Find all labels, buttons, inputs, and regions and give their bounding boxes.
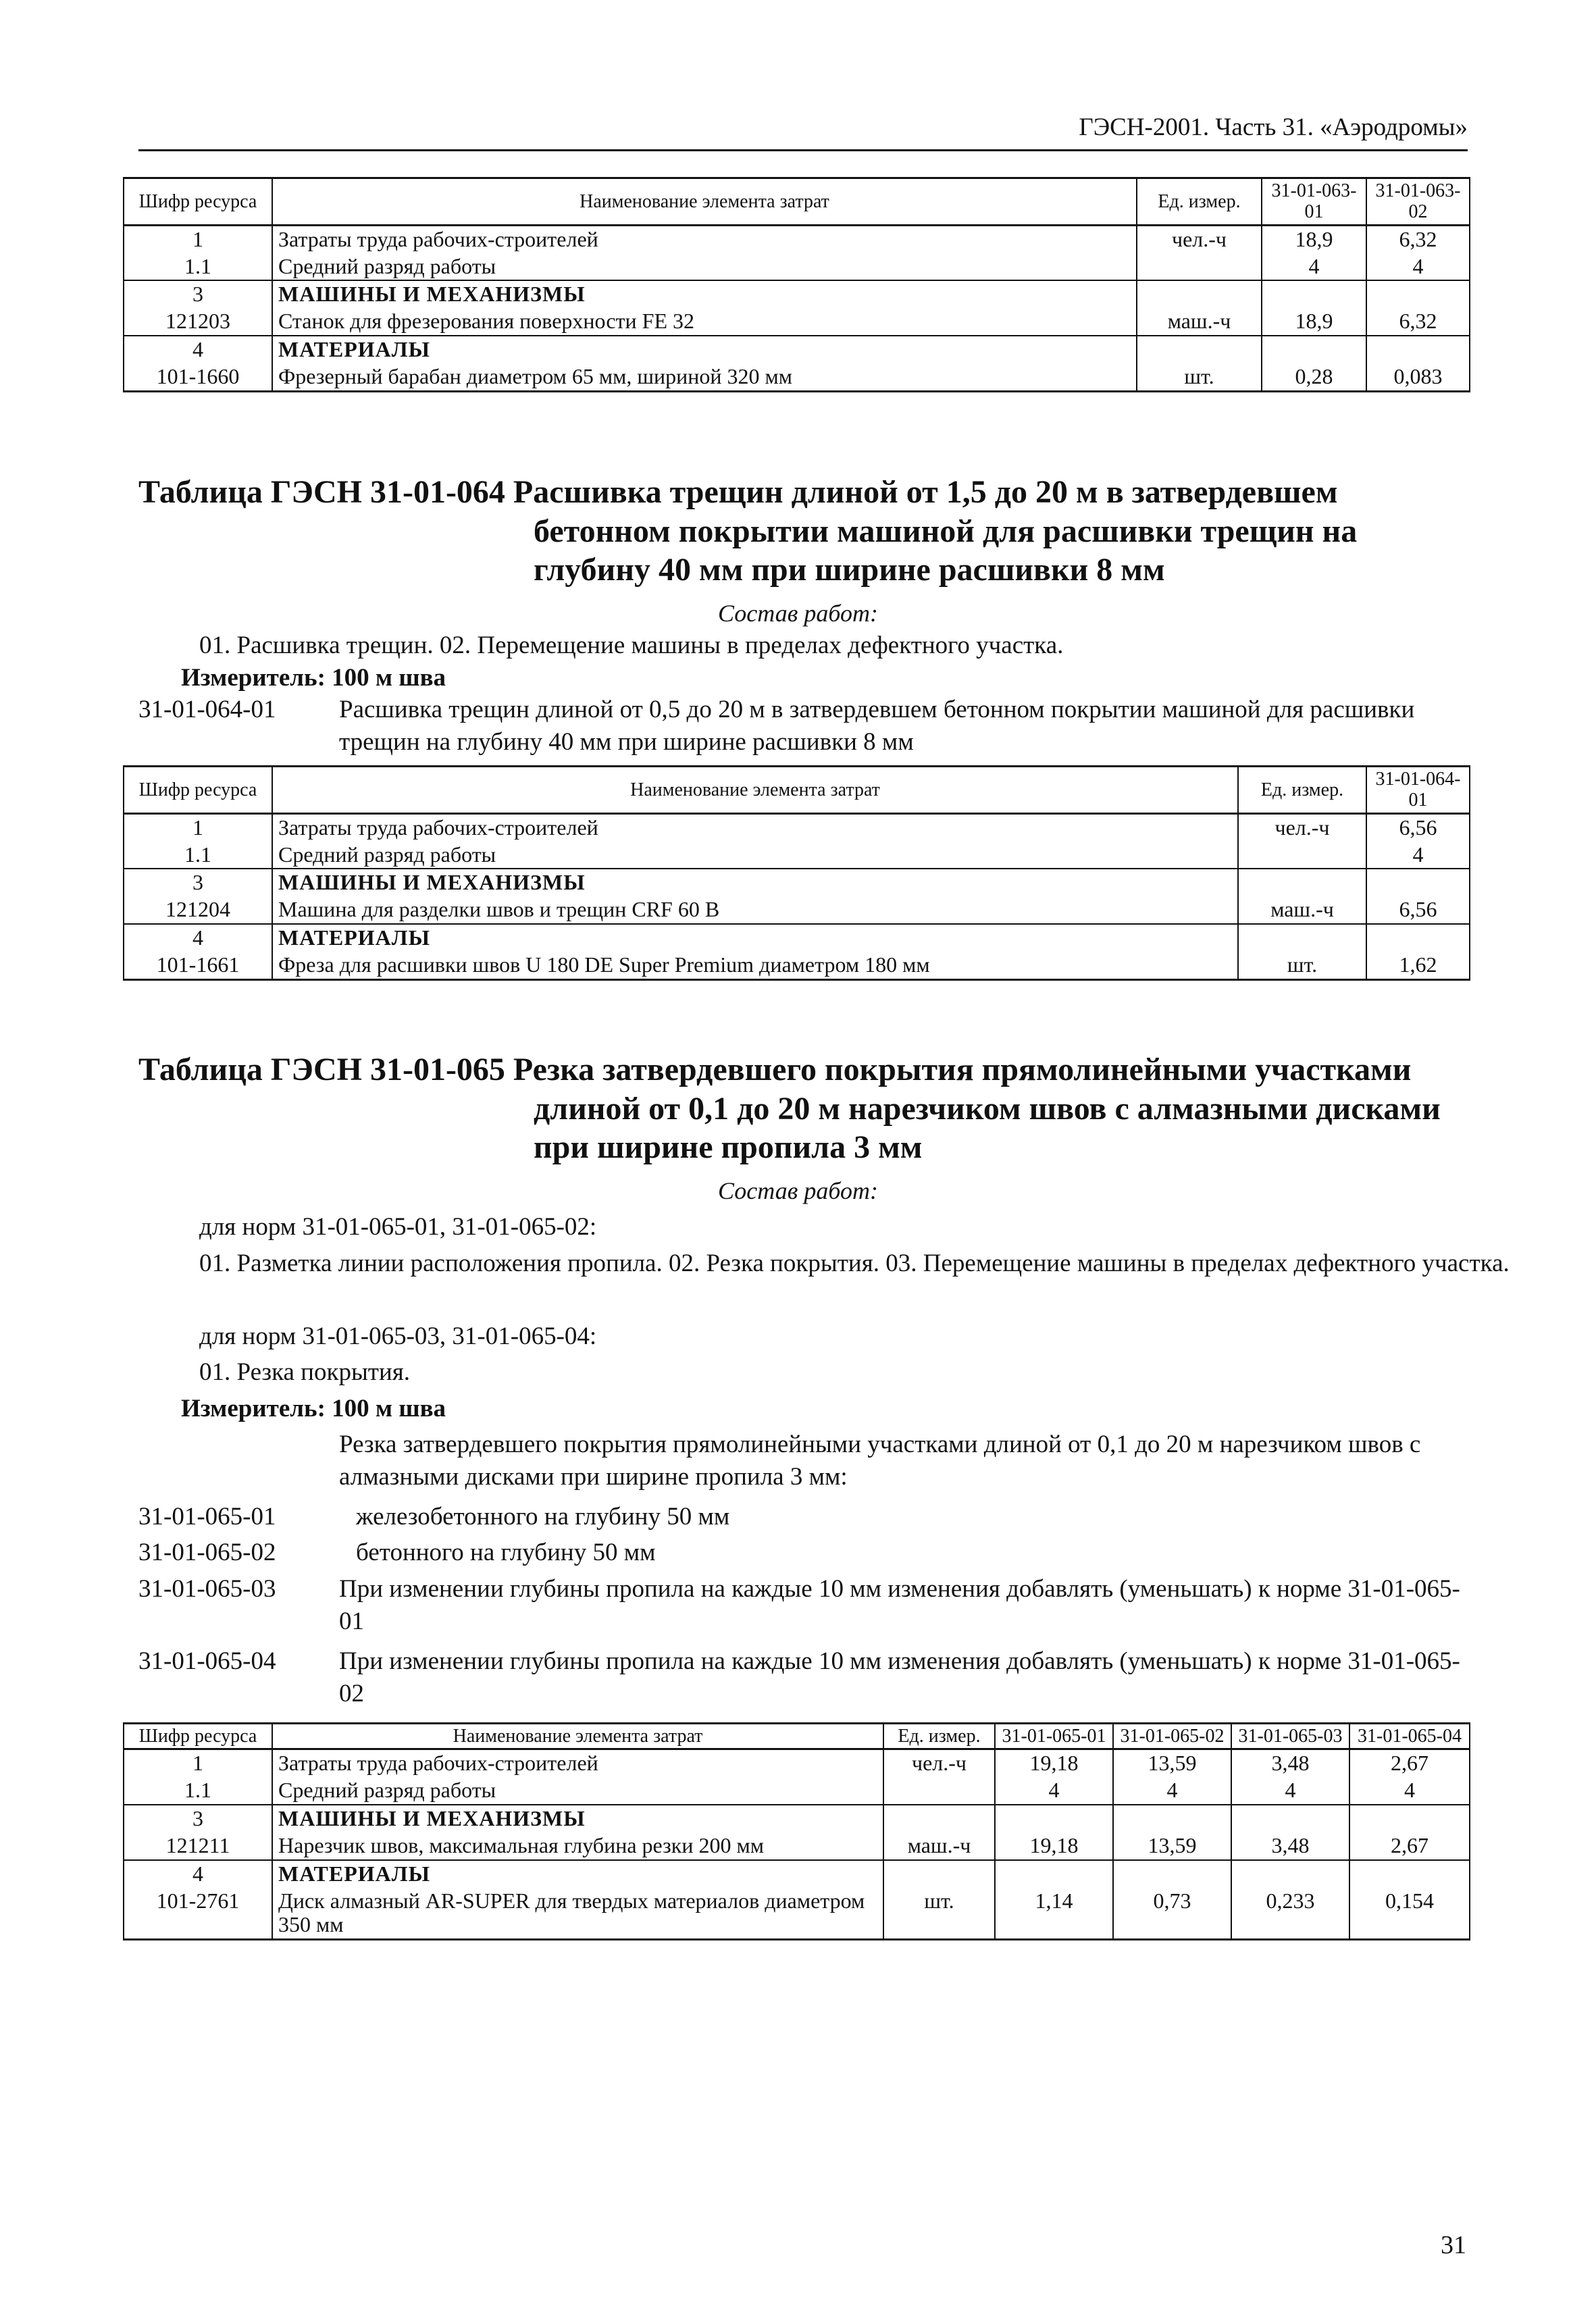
- col-header-name: Наименование элемента затрат: [272, 1724, 883, 1749]
- col-header-unit: Ед. измер.: [1137, 178, 1262, 226]
- col-header-norm: 31-01-065-04: [1349, 1724, 1470, 1749]
- col-header-norm: 31-01-065-02: [1113, 1724, 1231, 1749]
- row-name: Средний разряд работы: [272, 253, 1137, 281]
- row-value: 4: [995, 1777, 1113, 1805]
- row-unit: [1137, 253, 1262, 281]
- row-unit: чел.-ч: [883, 1749, 995, 1777]
- row-value: 3,48: [1231, 1832, 1349, 1860]
- row-value: 4: [1366, 253, 1470, 281]
- row-name: Машина для разделки швов и трещин CRF 60 B: [272, 896, 1238, 924]
- row-code: 101-2761: [124, 1888, 272, 1940]
- composition-label: Состав работ:: [718, 1177, 878, 1204]
- norm-code: 31-01-065-03: [138, 1575, 276, 1603]
- row-code: 101-1661: [124, 952, 272, 979]
- page-number: 31: [1441, 2231, 1466, 2259]
- row-code: 1: [124, 225, 272, 253]
- row-value: 4: [1113, 1777, 1231, 1805]
- row-name: Фрезерный барабан диаметром 65 мм, шириной 320 мм: [272, 363, 1137, 391]
- row-code: 1.1: [124, 842, 272, 869]
- table-row: [124, 253, 1470, 281]
- row-value: 0,233: [1231, 1888, 1349, 1940]
- row-value: [1262, 336, 1366, 363]
- title-line: бетонном покрытии машиной для расшивки трещин на: [534, 513, 1358, 549]
- row-unit: маш.-ч: [883, 1832, 995, 1860]
- composition-label: Состав работ:: [718, 600, 878, 627]
- row-value: 0,154: [1349, 1888, 1470, 1940]
- row-value: 6,32: [1366, 225, 1470, 253]
- col-header-norm: 31-01-064-01: [1366, 767, 1470, 814]
- meter: Измеритель: 100 м шва: [181, 1395, 446, 1422]
- row-value: [1113, 1860, 1231, 1888]
- row-section-title: МАТЕРИАЛЫ: [272, 1860, 883, 1888]
- row-value: 6,56: [1366, 813, 1470, 841]
- row-unit: [883, 1805, 995, 1832]
- meter: Измеритель: 100 м шва: [181, 664, 446, 692]
- col-header-name: Наименование элемента затрат: [272, 767, 1238, 814]
- row-unit: [1137, 280, 1262, 308]
- row-value: 19,18: [995, 1832, 1113, 1860]
- row-value: 0,28: [1262, 363, 1366, 391]
- norm-code: 31-01-065-04: [138, 1647, 276, 1675]
- row-code: 4: [124, 924, 272, 952]
- works-list: 01. Расшивка трещин. 02. Перемещение машины в пределах дефектного участка.: [199, 632, 1064, 659]
- row-value: 18,9: [1262, 225, 1366, 253]
- norm-text: Резка затвердевшего покрытия прямолинейными участками длиной от 0,1 до 20 м нарезчиком швов с алмазными дисками при ширине пропила 3 мм:: [339, 1431, 1421, 1491]
- col-header-unit: Ед. измер.: [883, 1724, 995, 1749]
- row-name: Диск алмазный AR-SUPER для твердых материалов диаметром 350 мм: [272, 1888, 883, 1940]
- norm-code: 31-01-065-01: [138, 1503, 276, 1531]
- row-value: 4: [1262, 253, 1366, 281]
- title-line: Таблица ГЭСН 31-01-065 Резка затвердевшего покрытия прямолинейными участками: [138, 1052, 1412, 1087]
- row-value: [1366, 869, 1470, 896]
- norm-text: железобетонного на глубину 50 мм: [356, 1503, 730, 1531]
- table-row: [124, 869, 1470, 896]
- row-value: [1231, 1805, 1349, 1832]
- row-value: 2,67: [1349, 1749, 1470, 1777]
- col-header-unit: Ед. измер.: [1238, 767, 1366, 814]
- row-value: 4: [1349, 1777, 1470, 1805]
- table-row: [124, 813, 1470, 841]
- row-value: 6,32: [1366, 308, 1470, 336]
- row-value: 0,083: [1366, 363, 1470, 391]
- table-row: [124, 924, 1470, 952]
- table-row: [124, 1805, 1470, 1832]
- row-name: Нарезчик швов, максимальная глубина резки 200 мм: [272, 1832, 883, 1860]
- row-code: 121211: [124, 1832, 272, 1860]
- row-value: 13,59: [1113, 1832, 1231, 1860]
- norm-code: 31-01-065-02: [138, 1539, 276, 1566]
- table-row: [124, 1860, 1470, 1888]
- row-section-title: МАШИНЫ И МЕХАНИЗМЫ: [272, 1805, 883, 1832]
- row-value: 19,18: [995, 1749, 1113, 1777]
- row-code: 3: [124, 869, 272, 896]
- col-header-norm: 31-01-065-03: [1231, 1724, 1349, 1749]
- row-value: [1349, 1805, 1470, 1832]
- row-code: 121204: [124, 896, 272, 924]
- col-header-norm: 31-01-063-01: [1262, 178, 1366, 226]
- page-header: [138, 111, 1468, 151]
- table-row: [124, 1749, 1470, 1777]
- row-name: Фреза для расшивки швов U 180 DE Super Premium диаметром 180 мм: [272, 952, 1238, 979]
- col-header-norm: 31-01-063-02: [1366, 178, 1470, 226]
- norms-scope: для норм 31-01-065-01, 31-01-065-02:: [199, 1213, 597, 1241]
- row-unit: маш.-ч: [1238, 896, 1366, 924]
- row-section-title: МАТЕРИАЛЫ: [272, 924, 1238, 952]
- col-header-code: Шифр ресурса: [124, 178, 272, 226]
- works-list: 01. Резка покрытия.: [199, 1358, 411, 1386]
- table-row: [124, 842, 1470, 869]
- row-unit: чел.-ч: [1238, 813, 1366, 841]
- title-line: глубину 40 мм при ширине расшивки 8 мм: [534, 552, 1165, 588]
- table-row: [124, 952, 1470, 979]
- row-name: Средний разряд работы: [272, 1777, 883, 1805]
- resource-table-063: [123, 177, 1470, 392]
- table-row: [124, 1777, 1470, 1805]
- norms-scope: для норм 31-01-065-03, 31-01-065-04:: [199, 1322, 597, 1350]
- table-title-065: [138, 1050, 1462, 1167]
- row-code: 3: [124, 280, 272, 308]
- table-row: [124, 336, 1470, 363]
- row-unit: [883, 1777, 995, 1805]
- page-header-title: ГЭСН-2001. Часть 31. «Аэродромы»: [1079, 113, 1468, 141]
- row-unit: [1238, 842, 1366, 869]
- row-value: [1366, 280, 1470, 308]
- row-unit: [883, 1860, 995, 1888]
- resource-table-065: [123, 1722, 1470, 1940]
- table-row: [124, 280, 1470, 308]
- row-name: Затраты труда рабочих-строителей: [272, 225, 1137, 253]
- norm-text: бетонного на глубину 50 мм: [356, 1539, 656, 1566]
- col-header-code: Шифр ресурса: [124, 767, 272, 814]
- title-line: Таблица ГЭСН 31-01-064 Расшивка трещин длиной от 1,5 до 20 м в затвердевшем: [138, 474, 1338, 510]
- row-unit: шт.: [1137, 363, 1262, 391]
- row-value: 0,73: [1113, 1888, 1231, 1940]
- row-name: Станок для фрезерования поверхности FE 32: [272, 308, 1137, 336]
- row-value: 1,14: [995, 1888, 1113, 1940]
- table-header-row: [124, 178, 1470, 226]
- table-row: [124, 896, 1470, 924]
- row-section-title: МАШИНЫ И МЕХАНИЗМЫ: [272, 869, 1238, 896]
- table-row: [124, 363, 1470, 391]
- norm-code: 31-01-064-01: [138, 696, 276, 723]
- table-row: [124, 1888, 1470, 1940]
- row-value: [995, 1805, 1113, 1832]
- resource-table-064: [123, 765, 1470, 981]
- row-code: 1: [124, 1749, 272, 1777]
- col-header-norm: 31-01-065-01: [995, 1724, 1113, 1749]
- row-value: 13,59: [1113, 1749, 1231, 1777]
- col-header-code: Шифр ресурса: [124, 1724, 272, 1749]
- table-header-row: [124, 767, 1470, 814]
- row-unit: [1137, 336, 1262, 363]
- works-list: 01. Разметка линии расположения пропила. 02. Резка покрытия. 03. Перемещение машины в пределах дефектного участка.: [199, 1250, 1510, 1277]
- row-code: 121203: [124, 308, 272, 336]
- row-code: 101-1660: [124, 363, 272, 391]
- row-code: 4: [124, 336, 272, 363]
- table-row: [124, 1832, 1470, 1860]
- table-title-064: [138, 473, 1462, 590]
- row-value: [1366, 924, 1470, 952]
- row-name: Затраты труда рабочих-строителей: [272, 1749, 883, 1777]
- row-value: [1366, 336, 1470, 363]
- row-unit: маш.-ч: [1137, 308, 1262, 336]
- row-value: [1231, 1860, 1349, 1888]
- row-value: 18,9: [1262, 308, 1366, 336]
- row-value: 6,56: [1366, 896, 1470, 924]
- norm-text: Расшивка трещин длиной от 0,5 до 20 м в затвердевшем бетонном покрытии машиной для расшивки трещин на глубину 40 мм при ширине расшивки 8 мм: [339, 696, 1415, 756]
- norm-text: При изменении глубины пропила на каждые 10 мм изменения добавлять (уменьшать) к норме 31-01-065-01: [339, 1575, 1460, 1636]
- row-code: 1.1: [124, 1777, 272, 1805]
- row-unit: шт.: [1238, 952, 1366, 979]
- row-value: [1349, 1860, 1470, 1888]
- row-unit: [1238, 924, 1366, 952]
- norm-text: При изменении глубины пропила на каждые 10 мм изменения добавлять (уменьшать) к норме 31-01-065-02: [339, 1647, 1460, 1708]
- row-unit: шт.: [883, 1888, 995, 1940]
- row-value: [1113, 1805, 1231, 1832]
- row-value: [1262, 280, 1366, 308]
- table-header-row: [124, 1724, 1470, 1749]
- row-code: 3: [124, 1805, 272, 1832]
- row-section-title: МАШИНЫ И МЕХАНИЗМЫ: [272, 280, 1137, 308]
- table-row: [124, 308, 1470, 336]
- row-name: Средний разряд работы: [272, 842, 1238, 869]
- col-header-name: Наименование элемента затрат: [272, 178, 1137, 226]
- row-unit: чел.-ч: [1137, 225, 1262, 253]
- row-unit: [1238, 869, 1366, 896]
- row-value: 4: [1231, 1777, 1349, 1805]
- row-code: 1.1: [124, 253, 272, 281]
- row-value: 3,48: [1231, 1749, 1349, 1777]
- row-code: 1: [124, 813, 272, 841]
- row-section-title: МАТЕРИАЛЫ: [272, 336, 1137, 363]
- row-value: [995, 1860, 1113, 1888]
- table-row: [124, 225, 1470, 253]
- title-line: при ширине пропила 3 мм: [534, 1129, 923, 1166]
- row-name: Затраты труда рабочих-строителей: [272, 813, 1238, 841]
- row-value: 4: [1366, 842, 1470, 869]
- title-line: длиной от 0,1 до 20 м нарезчиком швов с алмазными дисками: [534, 1090, 1441, 1127]
- row-value: 1,62: [1366, 952, 1470, 979]
- row-value: 2,67: [1349, 1832, 1470, 1860]
- row-code: 4: [124, 1860, 272, 1888]
